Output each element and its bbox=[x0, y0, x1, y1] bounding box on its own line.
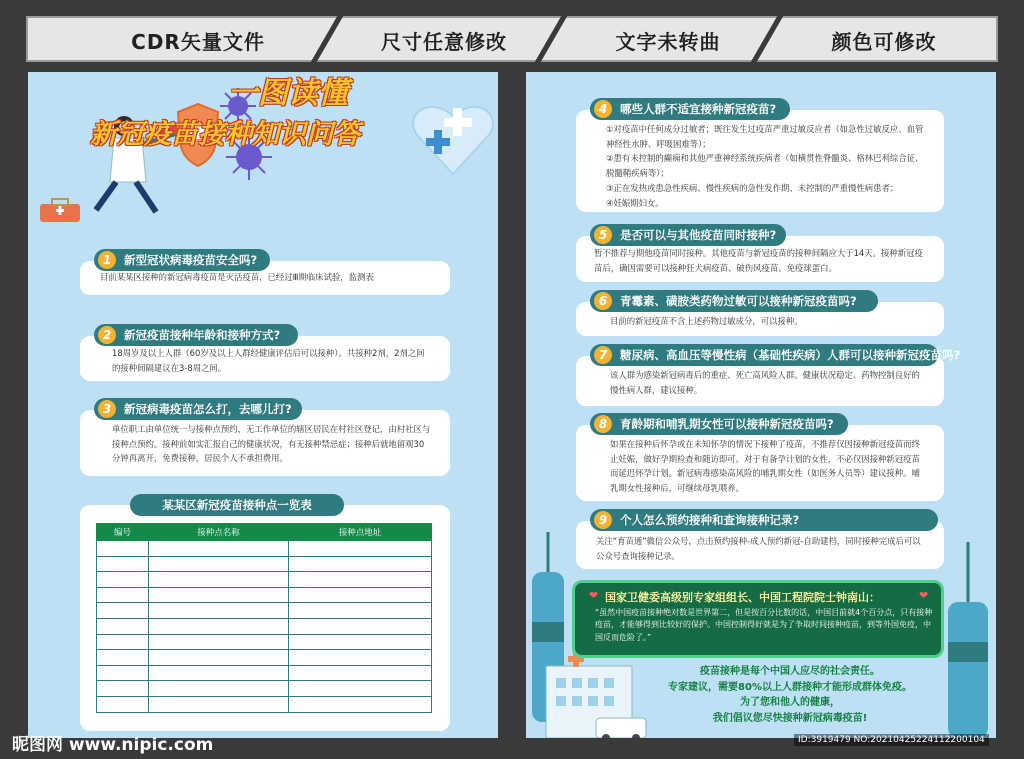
table-row bbox=[97, 603, 432, 619]
question-4-title: 4 哪些人群不适宜接种新冠疫苗? bbox=[590, 98, 790, 120]
banner-divider bbox=[311, 16, 344, 62]
question-number: 7 bbox=[594, 346, 612, 364]
page-title-line2: 新冠疫苗接种知识问答 bbox=[90, 119, 360, 150]
question-number: 1 bbox=[98, 251, 116, 269]
vaccination-sites-table-title: 某某区新冠疫苗接种点一览表 bbox=[130, 494, 344, 516]
question-8-title: 8 育龄期和哺乳期女性可以接种新冠疫苗吗? bbox=[590, 413, 848, 435]
medicine-kit-icon bbox=[38, 196, 82, 224]
table-row bbox=[97, 618, 432, 634]
banner-item-cdr: CDR矢量文件 bbox=[131, 30, 265, 54]
top-banner bbox=[26, 16, 998, 62]
expert-quote-heading: 国家卫健委高级别专家组组长、中国工程院院士钟南山： bbox=[605, 591, 880, 604]
slogan-line: 疫苗接种是每个中国人应尽的社会责任。 bbox=[700, 666, 880, 677]
slogan-line: 为了您和他人的健康， bbox=[740, 697, 840, 708]
table-row bbox=[97, 556, 432, 572]
question-number: 4 bbox=[594, 100, 612, 118]
table-row bbox=[97, 541, 432, 557]
question-number: 8 bbox=[594, 415, 612, 433]
question-2-answer: 18周岁及以上人群（60岁及以上人群经健康评估后可以接种）。共接种2剂，2剂之间的接种间隔建议在3-8周之间。 bbox=[80, 336, 450, 381]
table-row bbox=[97, 696, 432, 712]
question-2-title: 2 新冠疫苗接种年龄和接种方式? bbox=[94, 324, 298, 346]
table-row bbox=[97, 650, 432, 666]
table-row bbox=[97, 572, 432, 588]
table-row bbox=[97, 634, 432, 650]
question-number: 3 bbox=[98, 400, 116, 418]
column-header-number: 编号 bbox=[97, 524, 149, 541]
question-1-answer: 目前某某区接种的新冠病毒疫苗是灭活疫苗，已经过Ⅲ期临床试验，监测表 bbox=[80, 261, 450, 295]
watermark-site: 昵图网 www.nipic.com bbox=[12, 735, 214, 755]
syringe-illustration bbox=[940, 542, 996, 738]
page-title-line1: 一图读懂 bbox=[228, 76, 348, 111]
question-5-title: 5 是否可以与其他疫苗同时接种? bbox=[590, 224, 786, 246]
banner-item-size: 尺寸任意修改 bbox=[381, 30, 507, 54]
vaccination-sites-table-card bbox=[80, 505, 450, 731]
slogan-line: 专家建议，需要80%以上人群接种才能形成群体免疫。 bbox=[668, 681, 912, 693]
column-header-site-address: 接种点地址 bbox=[289, 524, 432, 541]
question-number: 6 bbox=[594, 292, 612, 310]
banner-item-color: 颜色可修改 bbox=[831, 30, 937, 54]
heart-icon: ❤ bbox=[589, 589, 599, 602]
medical-heart-icon bbox=[408, 94, 498, 184]
question-9-title: 9 个人怎么预约接种和查询接种记录? bbox=[590, 509, 938, 531]
question-3-answer: 单位职工由单位统一与接种点预约，无工作单位的辖区居民在村社区登记，由村社区与接种点预约。接种前如实汇报自己的健康状况，有无接种禁忌症；接种后就地留观30分钟再离开，免费接种，居民个人不承担费用。 bbox=[80, 410, 450, 476]
question-number: 5 bbox=[594, 226, 612, 244]
table-row bbox=[97, 681, 432, 697]
question-4-answer: ①对疫苗中任何成分过敏者；既往发生过疫苗严重过敏反应者（如急性过敏反应、血管神经性水肿、呼吸困难等）； ②患有未控制的癫痫和其他严重神经系统疾病者（如横贯性脊髓炎、格林巴利综合征、脱髓鞘疾病等）； ③正在发热或患急性疾病、慢性疾病的急性发作期、未控制的严重慢性病患者； ④妊娠期妇女。 bbox=[576, 110, 944, 212]
question-3-title: 3 新冠病毒疫苗怎么打，去哪儿打? bbox=[94, 398, 302, 420]
question-6-answer: 目前的新冠疫苗不含上述药物过敏成分，可以接种。 bbox=[576, 302, 944, 336]
question-1-title: 1 新型冠状病毒疫苗安全吗? bbox=[94, 249, 270, 271]
question-5-answer: 暂不推荐与期他疫苗同时接种。其他疫苗与新冠疫苗的接种间隔应大于14天。接种新冠疫苗后，确因需要可以接种狂犬病疫苗、破伤风疫苗、免疫球蛋白。 bbox=[576, 236, 944, 282]
question-9-answer: 关注“育苗通”微信公众号，点击预约接种-成人预约新冠-自助建档，同时接种完成后可以公众号查询接种记录。 bbox=[576, 521, 944, 569]
question-number: 9 bbox=[594, 511, 612, 529]
heart-icon: ❤ bbox=[919, 589, 929, 602]
question-8-answer: 如果在接种后怀孕或在未知怀孕的情况下接种了疫苗，不推荐仅因接种新冠疫苗而终止妊娠，做好孕期检查和随访即可。对于有备孕计划的女性，不必仅因接种新冠疫苗而延迟怀孕计划。新冠病毒感染高风险的哺乳期女性（如医务人员等）建议接种。哺乳期女性接种后，可继续母乳喂养。 bbox=[576, 425, 944, 501]
expert-quote-card bbox=[572, 580, 944, 658]
slogan-line: 我们倡议您尽快接种新冠病毒疫苗! bbox=[712, 712, 868, 724]
table-row bbox=[97, 587, 432, 603]
table-row bbox=[97, 665, 432, 681]
slogan-block bbox=[640, 664, 940, 726]
question-7-title: 7 糖尿病、高血压等慢性病（基础性疾病）人群可以接种新冠疫苗吗? bbox=[590, 344, 938, 366]
banner-item-text: 文字未转曲 bbox=[615, 30, 721, 54]
column-header-site-name: 接种点名称 bbox=[149, 524, 289, 541]
question-number: 2 bbox=[98, 326, 116, 344]
watermark-id: ID:3919479 NO:20210425224112200104 bbox=[794, 734, 989, 746]
question-7-answer: 该人群为感染新冠病毒后的重症、死亡高风险人群。健康状况稳定、药物控制良好的慢性病人群，建议接种。 bbox=[576, 356, 944, 406]
question-6-title: 6 青霉素、磺胺类药物过敏可以接种新冠疫苗吗? bbox=[590, 290, 878, 312]
expert-quote-body: “虽然中国疫苗接种绝对数是世界第二，但是按百分比数的话，中国目前就4个百分点，只有接种疫苗，才能够得到比较好的保护。中国控制得好就是为了争取时间接种疫苗，到等外国免疫，中国反而危险了。” bbox=[595, 608, 933, 642]
vaccination-sites-table bbox=[96, 523, 432, 713]
